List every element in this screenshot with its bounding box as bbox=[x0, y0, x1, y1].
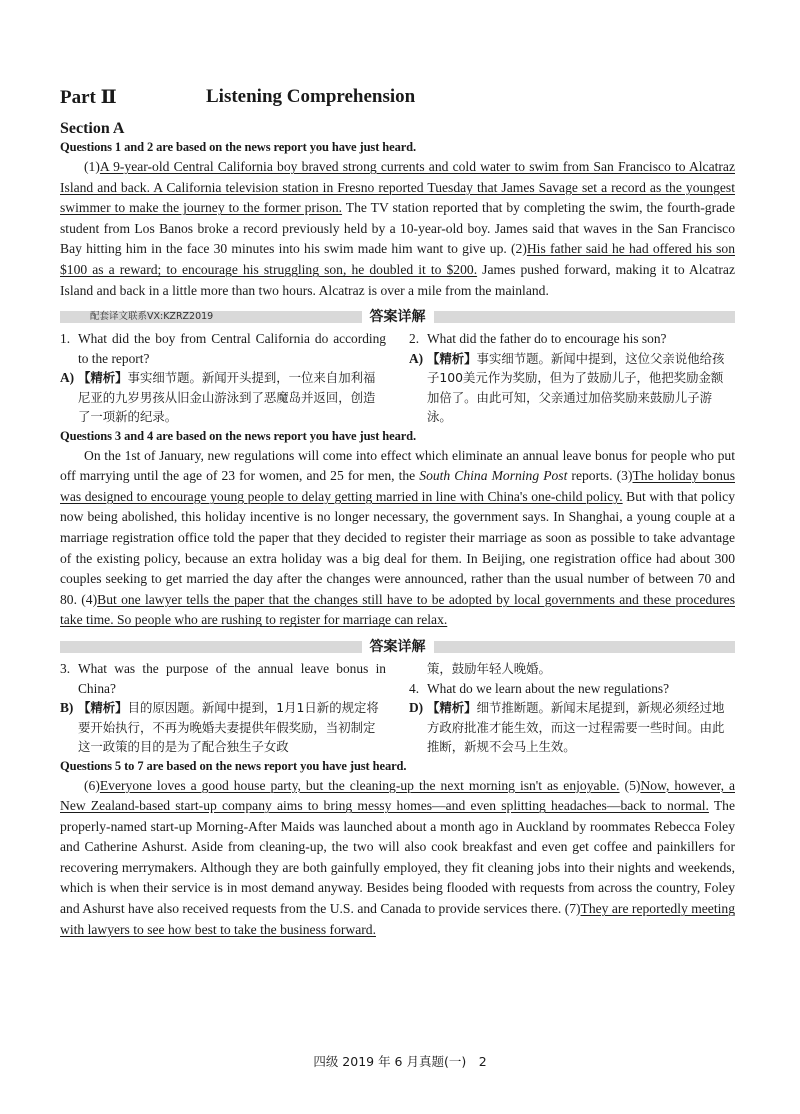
marker-7: (7) bbox=[564, 901, 581, 917]
question-1-block bbox=[60, 329, 386, 427]
newspaper-name: South China Morning Post bbox=[419, 468, 568, 484]
news-report-2 bbox=[60, 446, 735, 631]
underlined-answer-4: But one lawyer tells the paper that the changes still have to be adopted by local governments and these procedures take time. So people who are rushing to register for marriage can relax. bbox=[60, 591, 735, 628]
section-title: Section A bbox=[60, 120, 125, 137]
marker-2: (2) bbox=[511, 241, 527, 257]
question-4-block bbox=[409, 659, 735, 757]
marker-1: (1) bbox=[84, 159, 100, 174]
report-2-text-a: On the 1st of January, new regulations will come into effect which eliminate an annual leave bonus for people who put off marrying until the age of 23 for women, and 25 for men, the bbox=[60, 447, 735, 484]
underlined-answer-2: His father said he had offered his son $100 as a reward; to encourage his struggling son, he doubled it to $200. bbox=[60, 241, 735, 277]
answer-bar-2 bbox=[60, 637, 735, 657]
answer-bar-label: 答案详解 bbox=[362, 637, 434, 657]
exam-page bbox=[60, 86, 735, 940]
part-heading bbox=[60, 86, 735, 116]
marker-5: (5) bbox=[624, 777, 641, 793]
underlined-answer-6: Everyone loves a good house party, but the cleaning-up the next morning isn't as enjoyable. bbox=[99, 777, 620, 793]
questions-1-2-heading: Questions 1 and 2 are based on the news report you have just heard. bbox=[60, 140, 417, 154]
marker-6: (6) bbox=[84, 777, 100, 793]
page-footer: 四级 2019 年 6 月真题(一) 2 bbox=[313, 1054, 487, 1069]
question-4-text: What do we learn about the new regulations? bbox=[427, 680, 670, 696]
underlined-answer-3: The holiday bonus was designed to encourage young people to delay getting married in line with China's one-child policy. bbox=[60, 468, 735, 504]
answer-1-tag: 【精析】 bbox=[78, 370, 128, 386]
report-2-text-b: reports. bbox=[567, 468, 617, 484]
question-3-number: 3. bbox=[60, 661, 71, 676]
question-3-text: What was the purpose of the annual leave bonus in China? bbox=[78, 661, 386, 696]
part-title: Listening Comprehension bbox=[206, 86, 416, 107]
answer-4-letter: D) bbox=[409, 700, 424, 715]
questions-3-4-heading: Questions 3 and 4 are based on the news report you have just heard. bbox=[60, 428, 417, 443]
answer-bar-label: 答案详解 bbox=[362, 307, 434, 327]
report-2-text-c: But with that policy now being abolished, this holiday incentive is no longer necessary, the government says. In Shanghai, a young couple at a marriage registration office told the paper that they decided to register their marriage as soon as possible to take advantage of the existing policy, because an extra holiday was a big deal for them. In Beijing, one registration office had about 300 couples seeking to get married the day after the changes were announced, rather than the usual number of between 70 and 80. bbox=[60, 488, 735, 607]
answer-4-explanation: 细节推断题。新闻末尾提到，新规必须经过地方政府批准才能生效，而这一过程需要一些时间。由此推断，新规不会马上生效。 bbox=[427, 700, 725, 754]
answers-3-4 bbox=[60, 659, 735, 757]
marker-3: (3) bbox=[616, 468, 633, 484]
questions-5-7-heading: Questions 5 to 7 are based on the news report you have just heard. bbox=[60, 758, 407, 773]
answer-3-letter: B) bbox=[60, 700, 74, 715]
question-2-number: 2. bbox=[409, 331, 420, 347]
question-1-number: 1. bbox=[60, 331, 71, 347]
report-3-text: The properly-named start-up Morning-After Maids was launched about a month ago in Auckland by roommates Rebecca Foley and Catherine Ashurst. Aside from cleaning-up, the two will also cook breakfast and even get coffee and painkillers for recovering merrymakers. Although they are both gainfully employed, they fit cleaning jobs into their nights and weekends, which is when their service is in most demand anyway. Besides being flooded with requests from across the country, Foley and Ashurst have also received requests from the U.S. and Canada to provide services there. bbox=[60, 798, 735, 917]
question-4-number: 4. bbox=[409, 680, 420, 696]
answer-3-explanation: 目的原因题。新闻中提到，1月1日新的规定将要开始执行，不再为晚婚夫妻提供年假奖励，当初制定这一政策的目的是为了配合独生子女政 bbox=[78, 700, 379, 754]
question-3-block bbox=[60, 659, 386, 757]
question-2-text: What did the father do to encourage his son? bbox=[427, 331, 667, 347]
underlined-answer-5: Now, however, a New Zealand-based start-up company aims to bring messy homes—and even splitting headaches—back to normal. bbox=[60, 777, 735, 814]
answer-3-tag: 【精析】 bbox=[78, 700, 128, 715]
question-2-block bbox=[409, 329, 735, 427]
answer-2-letter: A) bbox=[409, 350, 424, 366]
report-1-text-a: The TV station reported that by completing the swim, the fourth-grade student from Los Banos broke a record previously held by a 10-year-old boy. James said that waves in the San Francisco Bay hitting him in the face 30 minutes into his swim made him want to give up. bbox=[60, 200, 735, 257]
answers-1-2 bbox=[60, 329, 735, 427]
answer-4-tag: 【精析】 bbox=[427, 700, 477, 715]
question-1-text: What did the boy from Central California do according to the report? bbox=[78, 331, 386, 366]
underlined-answer-1: A 9-year-old Central California boy braved strong currents and cold water to swim from San Francisco to Alcatraz Island and back. A California television station in Fresno reported Tuesday that James Savage set a record as the youngest swimmer to make the journey to the former prison. bbox=[60, 159, 735, 216]
answer-2-explanation: 事实细节题。新闻中提到，这位父亲说他给孩子100美元作为奖励，但为了鼓励儿子，他把奖励金额加倍了。由此可知，父亲通过加倍奖励来鼓励儿子游泳。 bbox=[427, 350, 725, 425]
answer-3-continuation: 策，鼓励年轻人晚婚。 bbox=[427, 661, 551, 676]
part-number: Part Ⅱ bbox=[60, 87, 117, 108]
report-1-text-b: James pushed forward, making it to Alcatraz Island and back in a little more than two hours. Alcatraz is over a mile from the mainland. bbox=[60, 261, 735, 298]
underlined-answer-7: They are reportedly meeting with lawyers to see how best to take the business forward. bbox=[60, 901, 735, 937]
watermark-text: 配套译文联系VX:KZRZ2019 bbox=[90, 311, 214, 323]
answer-2-tag: 【精析】 bbox=[427, 350, 477, 366]
answer-1-letter: A) bbox=[60, 370, 75, 386]
news-report-1 bbox=[60, 157, 735, 301]
marker-4: (4) bbox=[81, 591, 98, 607]
answer-1-explanation: 事实细节题。新闻开头提到，一位来自加利福尼亚的九岁男孩从旧金山游泳到了恶魔岛并返回，创造了一项新的纪录。 bbox=[78, 370, 376, 425]
news-report-3 bbox=[60, 776, 735, 941]
